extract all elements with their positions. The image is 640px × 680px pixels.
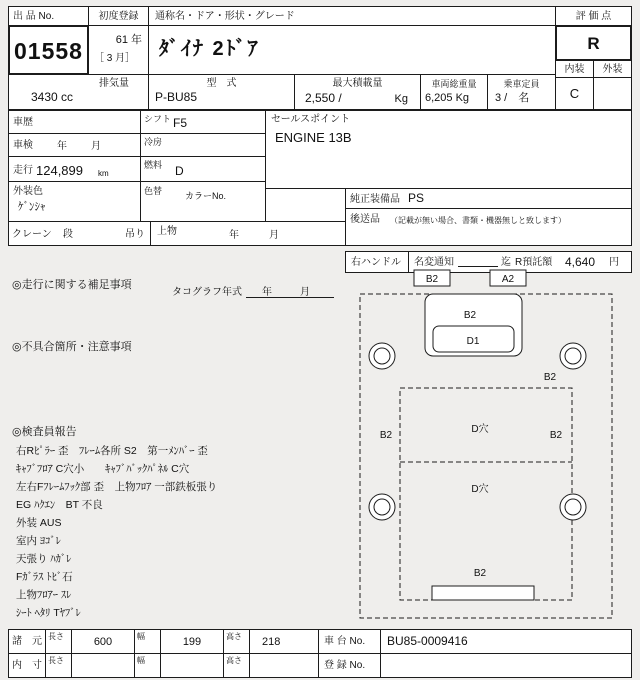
interior-grade: C [569,86,580,101]
deposit-label: R預託額 [515,257,553,268]
tacho-blank [246,284,334,298]
wheel-front-right [560,343,586,369]
length-label: 長さ [48,632,64,641]
sales-point-value: ENGINE 13B [275,130,352,145]
deposit-value: 4,640 [565,255,596,269]
body-label: 上物 [157,226,177,237]
inspector-report [16,443,338,623]
ac-cell [140,133,266,157]
report-line: 天張り ﾊｶﾞﾚ [16,553,72,565]
damage-label-cab-front: B2 [463,310,477,321]
damage-label-cab-inner: D1 [466,336,480,347]
damage-label-top-left: B2 [425,274,439,285]
name-change-label: 名変通知 [414,257,454,268]
capacity-value: 3 / 名 [495,92,530,104]
chassis-label: 車 台 No. [324,636,366,647]
displacement-label: 排気量 [99,78,129,89]
gross-weight-value: 6,205 Kg [425,92,470,104]
inspection-year: 年 [57,141,67,152]
defect-title: ◎不具合箇所・注意事項 [12,341,132,353]
damage-label-bed-left: B2 [379,430,393,441]
length-label: 長さ [48,656,64,665]
report-line: 外装 AUS [16,517,62,529]
equipment-label: 純正装備品 [350,194,400,205]
wheel-front-left [369,343,395,369]
model-value: P-BU85 [155,90,198,104]
fuel-cell [140,156,266,182]
inspection-cell [8,133,141,157]
fuel-value: D [175,164,184,178]
crane-cell [8,221,151,246]
damage-label-bed-center-lower: D穴 [471,484,489,495]
model-label: 型 式 [206,78,237,89]
spec-height-header [223,629,250,654]
width-label: 幅 [137,632,145,641]
exterior-label: 外装 [602,64,623,75]
equipment-value: PS [408,191,425,205]
inner-height-header [223,653,250,678]
exhibit-no-value: 01558 [14,38,83,64]
first-reg-year: 61 年 [115,34,142,46]
later-items-label: 後送品 [350,214,380,225]
shift-value: F5 [173,116,188,130]
later-items-note: （記載が無い場合、書類・機器無しと致します） [390,216,566,225]
equipment-cell [345,188,632,209]
color-no-label: カラーNo. [185,191,227,201]
body-year: 年 [229,230,239,241]
gross-weight-label: 車両総重量 [431,79,477,89]
interior-grade-box [555,77,594,110]
report-line: 上物ﾌﾛｱｰ ｽﾚ [16,589,72,601]
spec-length-value: 600 [93,636,113,648]
first-reg-header [88,6,149,26]
vehicle-name-box [148,25,556,75]
first-reg-month: ［ 3 月］ [94,53,136,64]
chassis-cell [380,629,632,654]
inner-width-cell [160,653,224,678]
inner-width-header [134,653,161,678]
height-label: 高さ [226,632,242,641]
spec-row-header [8,629,46,654]
report-line: EG ﾊｸｴﾝ BT 不良 [16,499,103,511]
vehicle-name-header-label: 通称名・ドア・形状・グレード [155,11,295,22]
report-line: 左右Fﾌﾚｰﾑﾌｯｸ部 歪 上物ﾌﾛｱ 一部鉄板張り [16,481,218,493]
spec-width-value: 199 [182,636,202,648]
max-load-cell [294,74,421,110]
sales-point-cell [265,110,632,189]
damage-label-top-right: A2 [501,274,515,285]
gross-weight-cell [420,74,488,110]
tacho-label: タコグラフ年式 [172,287,242,298]
displacement-value: 3430 cc [31,90,74,104]
deposit-unit: 円 [609,257,619,268]
wheel-rear-left [369,494,395,520]
ac-label: 冷房 [144,137,163,147]
eval-label: 評 価 点 [575,11,612,22]
max-load-label: 最大積載量 [332,78,383,89]
width-label: 幅 [137,656,145,665]
tacho-month: 月 [300,287,310,298]
mileage-note-title: ◎走行に関する補足事項 [12,279,132,291]
vehicle-diagram [340,264,636,626]
exhibit-no-header [8,6,89,26]
vehicle-name: ﾀﾞｲﾅ 2ﾄﾞｱ [159,38,260,60]
displacement-cell [8,74,149,110]
fuel-label: 燃料 [144,160,163,170]
handle-label: 右ハンドル [351,257,401,268]
inner-row-header [8,653,46,678]
eval-value: R [587,34,600,53]
report-line: ｷｬﾌﾞﾌﾛｱ C穴小 ｷｬﾌﾞﾊﾞｯｸﾊﾟﾈﾙ C穴 [16,463,190,475]
inner-label: 内 寸 [12,660,42,671]
made-label: 迄 [501,257,511,268]
first-reg-box [88,25,149,75]
height-label: 高さ [226,656,242,665]
report-line: ｼｰﾄ ﾍﾀﾘ Tﾔﾌﾞﾚ [16,607,81,619]
damage-label-bed-center-upper: D穴 [471,424,489,435]
exhibit-no-box [8,25,89,75]
shift-cell [140,110,266,134]
body-month: 月 [269,230,279,241]
spec-label: 諸 元 [12,636,42,647]
inner-length-header [45,653,72,678]
ext-color-cell [8,181,141,222]
report-line: 右Rﾋﾟﾗｰ 歪 ﾌﾚｰﾑ各所 S2 第一ﾒﾝﾊﾞｰ 歪 [16,445,208,457]
chassis-header [318,629,381,654]
spec-height-value: 218 [262,636,281,648]
reg-header [318,653,381,678]
first-reg-label: 初度登録 [98,11,139,22]
shift-label: シフト [144,114,172,124]
eval-header [555,6,632,26]
exterior-header [593,60,632,78]
color-change-cell [140,181,266,222]
wheel-rear-right [560,494,586,520]
spec-width-cell [160,629,224,654]
exterior-grade-box [593,77,632,110]
inspection-month: 月 [91,141,101,152]
ext-color-value: ｹﾞﾝｼｬ [18,201,46,213]
report-line: Fｶﾞﾗｽ ﾄﾋﾞ石 [16,571,73,583]
interior-header [555,60,594,78]
sales-point-label: セールスポイント [271,114,351,125]
spec-length-header [45,629,72,654]
chassis-value: BU85-0009416 [387,634,468,648]
body-cell [150,221,346,246]
mileage-value: 124,899 [36,163,83,178]
tacho-year: 年 [262,287,272,298]
exhibit-no-label: 出 品 No. [13,11,55,22]
inspection-label: 車検 [13,140,33,151]
spec-length-cell [71,629,135,654]
interior-label: 内装 [564,64,585,75]
damage-label-rear: B2 [473,568,487,579]
mileage-cell [8,156,141,182]
later-items-cell [345,208,632,246]
mileage-unit: km [98,169,109,178]
crane-tsuri: 吊り [125,229,145,240]
mileage-label: 走行 [13,165,33,176]
spec-height-cell [249,629,319,654]
capacity-cell [487,74,556,110]
reg-cell [380,653,632,678]
inspector-title: ◎検査員報告 [12,426,77,438]
inner-length-cell [71,653,135,678]
report-line: 室内 ﾖｺﾞﾚ [16,535,61,547]
ext-color-label: 外装色 [13,186,43,197]
history-label: 車歴 [13,117,33,128]
damage-label-bed-right: B2 [549,430,563,441]
capacity-label: 乗車定員 [503,79,540,89]
spec-width-header [134,629,161,654]
vehicle-name-header [148,6,556,26]
model-cell [148,74,295,110]
color-change-label: 色替 [144,186,163,196]
damage-label-right-front: B2 [543,372,557,383]
eval-box [555,25,632,61]
max-load-unit: Kg [394,93,408,105]
history-cell [8,110,141,134]
crane-label: クレーン [12,229,52,240]
rear-bumper [432,586,534,600]
reg-label: 登 録 No. [324,660,366,671]
max-load-value: 2,550 / [305,91,342,105]
inner-height-cell [249,653,319,678]
crane-dan: 段 [63,229,73,240]
